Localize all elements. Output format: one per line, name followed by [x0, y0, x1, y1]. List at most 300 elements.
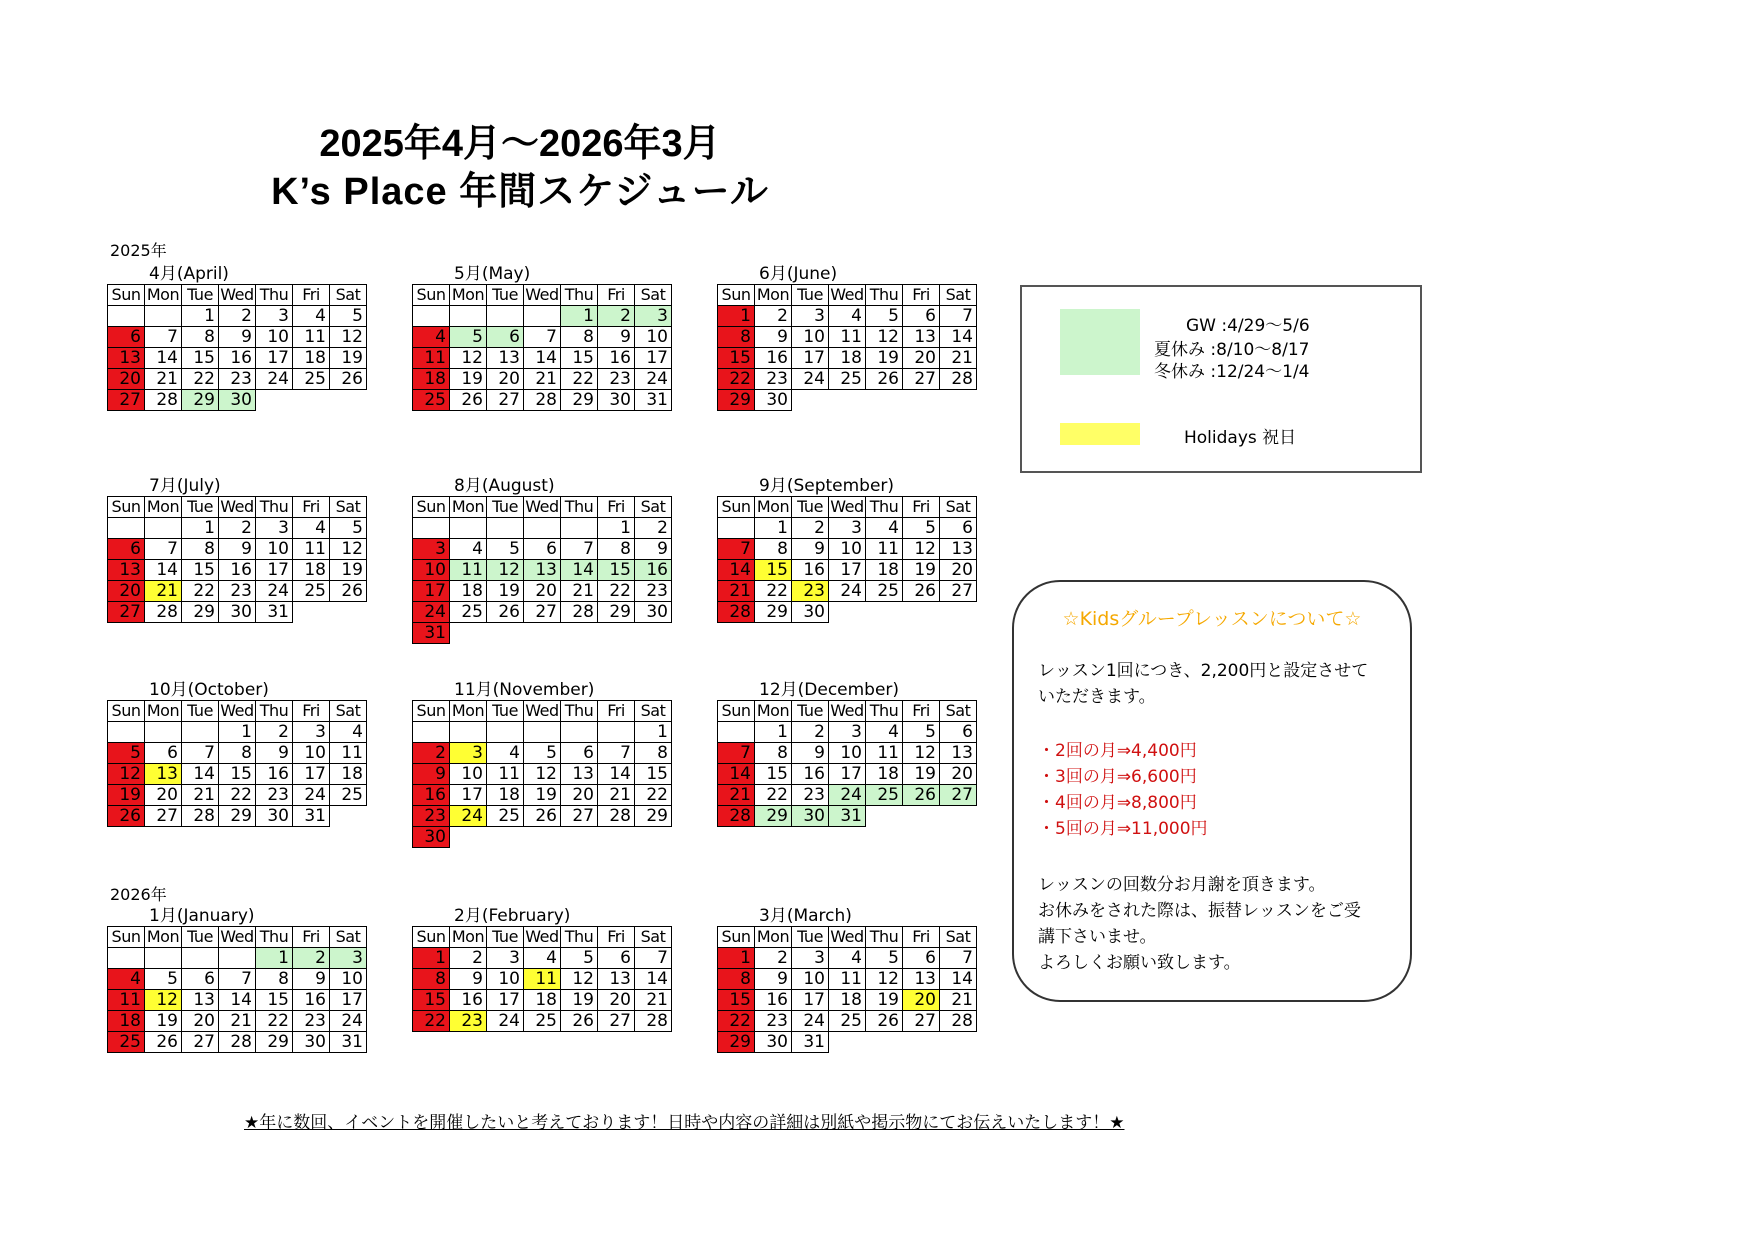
day-cell: 6	[145, 743, 182, 764]
day-cell: 7	[145, 539, 182, 560]
day-cell: 16	[792, 764, 829, 785]
day-cell: 24	[635, 369, 672, 390]
day-cell: 26	[561, 1011, 598, 1032]
day-cell: 17	[330, 990, 367, 1011]
day-cell: 25	[293, 369, 330, 390]
title-line-1: 2025年4月～2026年3月	[319, 123, 721, 165]
weekday-header: Sat	[635, 927, 672, 948]
day-cell: 10	[829, 743, 866, 764]
day-cell: 28	[145, 602, 182, 623]
month-calendar	[412, 476, 682, 644]
empty-cell	[108, 948, 145, 969]
day-cell: 12	[524, 764, 561, 785]
month-name: 9月(September)	[759, 476, 895, 496]
day-cell: 20	[903, 990, 940, 1011]
day-cell: 18	[866, 560, 903, 581]
day-cell: 11	[866, 743, 903, 764]
day-cell: 26	[330, 369, 367, 390]
blank-cell	[293, 602, 330, 623]
weekday-header: Sat	[635, 285, 672, 306]
legend-box	[1020, 285, 1422, 473]
day-cell: 7	[219, 969, 256, 990]
day-cell: 29	[256, 1032, 293, 1053]
day-cell: 14	[635, 969, 672, 990]
weekday-header: Tue	[792, 701, 829, 722]
day-cell: 12	[487, 560, 524, 581]
day-cell: 16	[256, 764, 293, 785]
month-calendar	[717, 264, 987, 411]
day-cell: 30	[598, 390, 635, 411]
empty-cell	[524, 518, 561, 539]
blank-cell	[866, 602, 903, 623]
day-cell: 22	[718, 369, 755, 390]
day-cell: 19	[330, 560, 367, 581]
weekday-header: Mon	[450, 927, 487, 948]
day-cell: 15	[635, 764, 672, 785]
month-name: 10月(October)	[149, 680, 269, 700]
day-cell: 2	[219, 518, 256, 539]
day-cell: 28	[524, 390, 561, 411]
weekday-header: Thu	[561, 927, 598, 948]
day-cell: 5	[903, 722, 940, 743]
weekday-header: Sat	[635, 497, 672, 518]
day-cell: 3	[256, 306, 293, 327]
day-cell: 6	[182, 969, 219, 990]
day-cell: 17	[792, 348, 829, 369]
weekday-header: Wed	[220, 927, 254, 946]
empty-cell	[561, 518, 598, 539]
day-cell: 8	[755, 539, 792, 560]
weekday-header: Wed	[830, 701, 864, 720]
weekday-header: Tue	[487, 497, 524, 518]
day-cell: 28	[182, 806, 219, 827]
day-cell: 29	[755, 602, 792, 623]
day-cell: 24	[792, 1011, 829, 1032]
calendar-grid	[107, 496, 367, 623]
day-cell: 1	[755, 518, 792, 539]
day-cell: 30	[293, 1032, 330, 1053]
day-cell: 9	[792, 743, 829, 764]
blank-cell	[256, 390, 293, 411]
weekday-header: Fri	[293, 285, 330, 306]
day-cell: 5	[450, 327, 487, 348]
day-cell: 13	[940, 539, 977, 560]
day-cell: 6	[940, 722, 977, 743]
empty-cell	[145, 306, 182, 327]
day-cell: 13	[108, 348, 145, 369]
day-cell: 12	[145, 990, 182, 1011]
day-cell: 9	[256, 743, 293, 764]
day-cell: 25	[108, 1032, 145, 1053]
day-cell: 31	[635, 390, 672, 411]
day-cell: 9	[792, 539, 829, 560]
day-cell: 23	[755, 369, 792, 390]
day-cell: 4	[524, 948, 561, 969]
day-cell: 4	[487, 743, 524, 764]
day-cell: 21	[145, 369, 182, 390]
day-cell: 21	[940, 990, 977, 1011]
day-cell: 5	[866, 948, 903, 969]
day-cell: 31	[829, 806, 866, 827]
day-cell: 12	[903, 743, 940, 764]
empty-cell	[450, 518, 487, 539]
day-cell: 19	[866, 348, 903, 369]
day-cell: 5	[145, 969, 182, 990]
day-cell: 10	[792, 969, 829, 990]
day-cell: 27	[940, 785, 977, 806]
legend-swatch-holiday	[1060, 423, 1140, 445]
day-cell: 5	[487, 539, 524, 560]
weekday-header: Wed	[525, 701, 559, 720]
empty-cell	[524, 722, 561, 743]
day-cell: 17	[829, 764, 866, 785]
calendar-grid	[107, 284, 367, 411]
day-cell: 10	[256, 539, 293, 560]
day-cell: 22	[182, 581, 219, 602]
day-cell: 27	[108, 602, 145, 623]
day-cell: 15	[219, 764, 256, 785]
day-cell: 4	[829, 948, 866, 969]
day-cell: 5	[903, 518, 940, 539]
day-cell: 1	[755, 722, 792, 743]
day-cell: 9	[755, 327, 792, 348]
blank-cell	[903, 806, 940, 827]
day-cell: 24	[413, 602, 450, 623]
day-cell: 3	[256, 518, 293, 539]
day-cell: 22	[755, 785, 792, 806]
blank-cell	[330, 806, 367, 827]
month-name: 5月(May)	[454, 264, 531, 284]
day-cell: 17	[450, 785, 487, 806]
day-cell: 21	[598, 785, 635, 806]
day-cell: 14	[145, 560, 182, 581]
day-cell: 9	[450, 969, 487, 990]
day-cell: 22	[256, 1011, 293, 1032]
day-cell: 12	[330, 327, 367, 348]
day-cell: 11	[330, 743, 367, 764]
day-cell: 15	[598, 560, 635, 581]
day-cell: 19	[561, 990, 598, 1011]
day-cell: 11	[487, 764, 524, 785]
day-cell: 11	[524, 969, 561, 990]
day-cell: 12	[866, 327, 903, 348]
day-cell: 26	[145, 1032, 182, 1053]
kids-note-1: レッスンの回数分お月謝を頂きます。	[1038, 875, 1326, 895]
day-cell: 30	[219, 390, 256, 411]
weekday-header: Fri	[903, 285, 940, 306]
day-cell: 17	[792, 990, 829, 1011]
weekday-header: Tue	[792, 285, 829, 306]
day-cell: 24	[829, 785, 866, 806]
weekday-header: Mon	[450, 285, 487, 306]
day-cell: 31	[293, 806, 330, 827]
day-cell: 18	[108, 1011, 145, 1032]
day-cell: 18	[866, 764, 903, 785]
weekday-header: Fri	[598, 927, 635, 948]
day-cell: 31	[330, 1032, 367, 1053]
kids-price-3: ・3回の月⇒6,600円	[1038, 767, 1197, 787]
day-cell: 2	[219, 306, 256, 327]
blank-cell	[598, 827, 635, 848]
day-cell: 29	[182, 602, 219, 623]
kids-note-3: 講下さいませ。	[1038, 927, 1157, 947]
day-cell: 14	[182, 764, 219, 785]
day-cell: 22	[755, 581, 792, 602]
month-calendar	[412, 906, 682, 1032]
day-cell: 14	[561, 560, 598, 581]
calendar-grid	[107, 700, 367, 827]
month-name: 11月(November)	[454, 680, 595, 700]
day-cell: 4	[450, 539, 487, 560]
day-cell: 17	[635, 348, 672, 369]
blank-cell	[829, 1032, 866, 1053]
empty-cell	[524, 306, 561, 327]
empty-cell	[413, 306, 450, 327]
day-cell: 25	[866, 581, 903, 602]
day-cell: 30	[256, 806, 293, 827]
day-cell: 19	[145, 1011, 182, 1032]
blank-cell	[487, 623, 524, 644]
day-cell: 24	[829, 581, 866, 602]
day-cell: 9	[219, 539, 256, 560]
day-cell: 28	[561, 602, 598, 623]
legend-holidays: Holidays 祝日	[1184, 428, 1297, 448]
weekday-header: Mon	[755, 285, 792, 306]
day-cell: 8	[182, 327, 219, 348]
weekday-header: Mon	[145, 497, 182, 518]
day-cell: 4	[413, 327, 450, 348]
weekday-header: Sat	[940, 497, 977, 518]
day-cell: 23	[792, 581, 829, 602]
day-cell: 26	[108, 806, 145, 827]
day-cell: 29	[219, 806, 256, 827]
month-calendar	[107, 476, 377, 623]
day-cell: 7	[718, 743, 755, 764]
weekday-header: Thu	[561, 497, 598, 518]
calendar-grid	[412, 284, 672, 411]
day-cell: 20	[940, 764, 977, 785]
day-cell: 12	[330, 539, 367, 560]
day-cell: 23	[635, 581, 672, 602]
day-cell: 1	[718, 948, 755, 969]
empty-cell	[718, 722, 755, 743]
day-cell: 2	[450, 948, 487, 969]
day-cell: 31	[256, 602, 293, 623]
day-cell: 5	[524, 743, 561, 764]
day-cell: 18	[293, 348, 330, 369]
day-cell: 29	[182, 390, 219, 411]
empty-cell	[145, 948, 182, 969]
month-calendar	[412, 264, 682, 411]
kids-intro-2: いただきます。	[1038, 687, 1156, 707]
day-cell: 23	[256, 785, 293, 806]
day-cell: 7	[940, 948, 977, 969]
blank-cell	[940, 602, 977, 623]
day-cell: 9	[635, 539, 672, 560]
day-cell: 6	[598, 948, 635, 969]
empty-cell	[145, 722, 182, 743]
day-cell: 13	[487, 348, 524, 369]
day-cell: 29	[718, 390, 755, 411]
day-cell: 29	[598, 602, 635, 623]
weekday-header: Tue	[792, 497, 829, 518]
day-cell: 19	[108, 785, 145, 806]
day-cell: 25	[829, 1011, 866, 1032]
weekday-header: Wed	[220, 701, 254, 720]
day-cell: 22	[635, 785, 672, 806]
day-cell: 14	[524, 348, 561, 369]
weekday-header: Tue	[792, 927, 829, 948]
day-cell: 13	[561, 764, 598, 785]
day-cell: 13	[524, 560, 561, 581]
day-cell: 3	[792, 306, 829, 327]
day-cell: 9	[598, 327, 635, 348]
day-cell: 21	[524, 369, 561, 390]
day-cell: 11	[866, 539, 903, 560]
day-cell: 27	[903, 369, 940, 390]
blank-cell	[487, 827, 524, 848]
day-cell: 12	[450, 348, 487, 369]
weekday-header: Mon	[145, 701, 182, 722]
day-cell: 30	[755, 390, 792, 411]
weekday-header: Fri	[293, 927, 330, 948]
day-cell: 21	[561, 581, 598, 602]
day-cell: 8	[256, 969, 293, 990]
day-cell: 10	[256, 327, 293, 348]
weekday-header: Wed	[220, 285, 254, 304]
blank-cell	[293, 390, 330, 411]
day-cell: 8	[718, 327, 755, 348]
legend-winter: 冬休み :12/24～1/4	[1154, 362, 1310, 382]
blank-cell	[940, 1032, 977, 1053]
day-cell: 31	[413, 623, 450, 644]
day-cell: 19	[866, 990, 903, 1011]
weekday-header: Fri	[598, 701, 635, 722]
day-cell: 8	[635, 743, 672, 764]
day-cell: 27	[561, 806, 598, 827]
day-cell: 16	[219, 348, 256, 369]
kids-title: ☆Kidsグループレッスンについて☆	[1062, 608, 1362, 630]
day-cell: 12	[903, 539, 940, 560]
day-cell: 31	[792, 1032, 829, 1053]
weekday-header: Thu	[866, 701, 903, 722]
day-cell: 25	[450, 602, 487, 623]
day-cell: 4	[293, 306, 330, 327]
weekday-header: Wed	[525, 927, 559, 946]
day-cell: 15	[256, 990, 293, 1011]
day-cell: 1	[561, 306, 598, 327]
day-cell: 16	[293, 990, 330, 1011]
weekday-header: Sun	[413, 497, 450, 518]
day-cell: 14	[940, 969, 977, 990]
empty-cell	[487, 306, 524, 327]
legend-swatch-vacation	[1060, 309, 1140, 375]
day-cell: 21	[145, 581, 182, 602]
day-cell: 27	[145, 806, 182, 827]
day-cell: 14	[940, 327, 977, 348]
day-cell: 13	[108, 560, 145, 581]
day-cell: 20	[524, 581, 561, 602]
day-cell: 4	[293, 518, 330, 539]
day-cell: 19	[450, 369, 487, 390]
weekday-header: Fri	[293, 701, 330, 722]
empty-cell	[487, 518, 524, 539]
day-cell: 1	[182, 306, 219, 327]
day-cell: 22	[413, 1011, 450, 1032]
empty-cell	[108, 722, 145, 743]
day-cell: 10	[450, 764, 487, 785]
day-cell: 1	[219, 722, 256, 743]
day-cell: 11	[293, 327, 330, 348]
day-cell: 29	[718, 1032, 755, 1053]
month-calendar	[412, 680, 682, 848]
blank-cell	[635, 827, 672, 848]
weekday-header: Sun	[718, 497, 755, 518]
blank-cell	[829, 390, 866, 411]
day-cell: 9	[293, 969, 330, 990]
weekday-header: Thu	[561, 285, 598, 306]
kids-note-2: お休みをされた際は、振替レッスンをご受	[1038, 901, 1361, 921]
kids-price-2: ・2回の月⇒4,400円	[1038, 741, 1197, 761]
day-cell: 15	[755, 764, 792, 785]
day-cell: 5	[866, 306, 903, 327]
blank-cell	[792, 390, 829, 411]
weekday-header: Sat	[330, 497, 367, 518]
day-cell: 28	[635, 1011, 672, 1032]
empty-cell	[718, 518, 755, 539]
empty-cell	[108, 518, 145, 539]
weekday-header: Sat	[330, 927, 367, 948]
kids-intro-1: レッスン1回につき、2,200円と設定させて	[1038, 661, 1369, 681]
month-calendar	[107, 264, 377, 411]
day-cell: 4	[108, 969, 145, 990]
day-cell: 2	[755, 948, 792, 969]
day-cell: 13	[145, 764, 182, 785]
blank-cell	[940, 390, 977, 411]
day-cell: 11	[108, 990, 145, 1011]
day-cell: 2	[635, 518, 672, 539]
blank-cell	[903, 1032, 940, 1053]
month-calendar	[107, 906, 377, 1053]
kids-lesson-box	[1012, 580, 1412, 1002]
day-cell: 15	[182, 348, 219, 369]
day-cell: 10	[330, 969, 367, 990]
calendar-grid	[717, 926, 977, 1053]
day-cell: 19	[524, 785, 561, 806]
blank-cell	[450, 827, 487, 848]
day-cell: 22	[718, 1011, 755, 1032]
day-cell: 6	[487, 327, 524, 348]
weekday-header: Tue	[487, 285, 524, 306]
empty-cell	[487, 722, 524, 743]
footer-note: ★年に数回、イベントを開催したいと考えております！日時や内容の詳細は別紙や掲示物にてお伝えいたします！★	[244, 1113, 1125, 1133]
month-name: 7月(July)	[149, 476, 221, 496]
calendar-grid	[412, 926, 672, 1032]
weekday-header: Fri	[293, 497, 330, 518]
day-cell: 10	[635, 327, 672, 348]
legend-gw: GW :4/29～5/6	[1186, 316, 1310, 336]
day-cell: 5	[108, 743, 145, 764]
calendar-grid	[717, 496, 977, 623]
blank-cell	[866, 390, 903, 411]
day-cell: 20	[903, 348, 940, 369]
blank-cell	[450, 623, 487, 644]
day-cell: 1	[718, 306, 755, 327]
blank-cell	[524, 827, 561, 848]
month-name: 2月(February)	[454, 906, 571, 926]
day-cell: 14	[718, 764, 755, 785]
month-name: 3月(March)	[759, 906, 852, 926]
